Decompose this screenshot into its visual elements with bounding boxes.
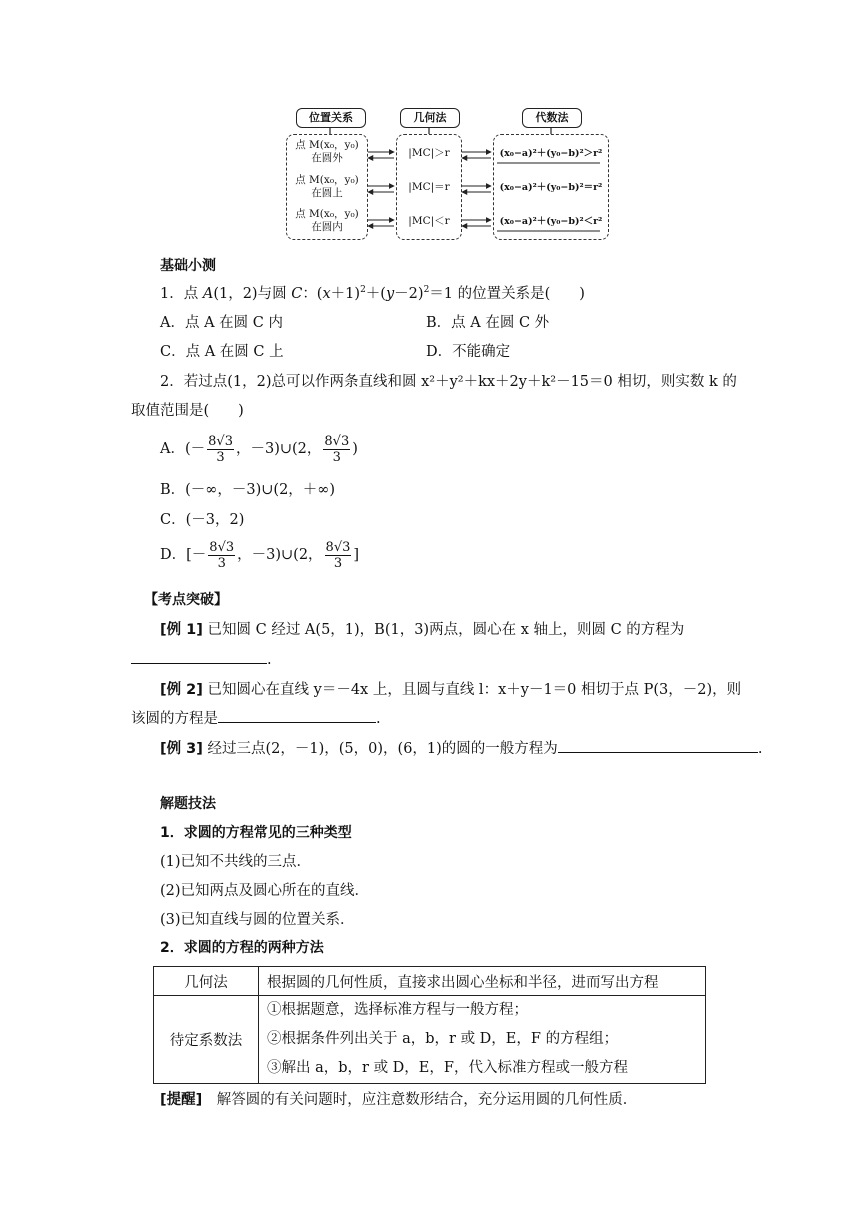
technique-item-1: (1)已知不共线的三点． bbox=[160, 854, 312, 870]
alg-row-2: (x₀−a)²＋(y₀−b)²＝r² bbox=[499, 182, 603, 193]
table-value-undetermined: ①根据题意，选择标准方程与一般方程； ②根据条件列出关于 a，b，r 或 D，E，F 的方程组； ③解出 a，b，r 或 D，E，F，代入标准方程或一般方程 bbox=[259, 996, 706, 1084]
example-1: [例 1] 已知圆 C 经过 A(5，1)，B(1，3)两点，圆心在 x 轴上，则圆 C 的方程为 bbox=[160, 622, 685, 638]
header-algebraic: 代数法 bbox=[522, 108, 582, 128]
technique-item-2: (2)已知两点及圆心所在的直线． bbox=[160, 883, 370, 899]
geo-row-1: |MC|＞r bbox=[408, 147, 450, 159]
example-2: [例 2] 已知圆心在直线 y＝－4x 上，且圆与直线 l：x＋y－1＝0 相切于点 P(3，－2)，则 bbox=[160, 682, 742, 698]
breakthrough-heading: 【考点突破】 bbox=[144, 592, 228, 608]
q1-option-d: D．不能确定 bbox=[426, 344, 511, 360]
diagram-arrows bbox=[0, 0, 860, 260]
fraction: $\frac{8√3}{3}$ bbox=[209, 539, 235, 571]
q1-stem: 1．点 A(1，2)与圆 C：$(x+1)^2+(y-2)^2=1$ 的位置关系是( ) bbox=[160, 285, 585, 302]
technique-heading-1: 1．求圆的方程常见的三种类型 bbox=[160, 825, 352, 841]
table-key-undetermined: 待定系数法 bbox=[154, 996, 259, 1084]
alg-row-3: (x₀−a)²＋(y₀−b)²＜r² bbox=[499, 216, 603, 227]
q1-option-c: C．点 A 在圆 C 上 bbox=[160, 344, 284, 360]
example-3: [例 3] 经过三点(2，－1)，(5，0)，(6，1)的圆的一般方程为 . bbox=[160, 738, 762, 759]
geo-row-3: |MC|＜r bbox=[408, 215, 450, 227]
q2-option-b: B．(－∞，－3)∪(2，＋∞) bbox=[160, 482, 336, 498]
geo-row-2: |MC|＝r bbox=[408, 181, 450, 193]
q2-stem-line1: 2．若过点(1，2)总可以作两条直线和圆 x²＋y²＋kx＋2y＋k²－15＝0 相切，则实数 k 的 bbox=[160, 374, 737, 390]
fraction: $\frac{8√3}{3}$ bbox=[208, 433, 233, 465]
header-position: 位置关系 bbox=[296, 108, 366, 128]
position-row-1: 点 M(x₀，y₀) 在圆外 bbox=[295, 139, 359, 164]
q1-option-a: A．点 A 在圆 C 内 bbox=[160, 315, 283, 331]
techniques-heading: 解题技法 bbox=[160, 796, 216, 812]
q2-option-a: A．(－ $\frac{8√3}{3}$ ，－3)∪(2， $\frac{8√3}{3}$ ) bbox=[160, 433, 358, 465]
position-row-2: 点 M(x₀，y₀) 在圆上 bbox=[295, 174, 359, 199]
fraction: $\frac{8√3}{3}$ bbox=[324, 433, 350, 465]
technique-heading-2: 2．求圆的方程的两种方法 bbox=[160, 940, 324, 956]
example-1-answer-line: . bbox=[131, 649, 272, 670]
table-key-geometric: 几何法 bbox=[154, 967, 259, 996]
alg-row-1: (x₀−a)²＋(y₀−b)²＞r² bbox=[499, 148, 603, 159]
basic-test-heading: 基础小测 bbox=[160, 258, 216, 274]
example-2-answer-line: 该圆的方程是 . bbox=[131, 708, 381, 729]
q2-option-c: C．(－3，2) bbox=[160, 512, 245, 528]
q2-stem-line2: 取值范围是( ) bbox=[131, 403, 244, 419]
technique-item-3: (3)已知直线与圆的位置关系． bbox=[160, 912, 355, 928]
methods-table bbox=[153, 966, 706, 1084]
q2-option-d: D．[－ $\frac{8√3}{3}$ ，－3)∪(2， $\frac{8√3}{3}$ ] bbox=[160, 539, 360, 571]
tip: [提醒] 解答圆的有关问题时，应注意数形结合，充分运用圆的几何性质． bbox=[160, 1092, 638, 1108]
header-geometric: 几何法 bbox=[400, 108, 460, 128]
fraction: $\frac{8√3}{3}$ bbox=[325, 539, 351, 571]
table-value-geometric: 根据圆的几何性质，直接求出圆心坐标和半径，进而写出方程 bbox=[259, 967, 706, 996]
position-row-3: 点 M(x₀，y₀) 在圆内 bbox=[295, 208, 359, 233]
q1-option-b: B．点 A 在圆 C 外 bbox=[426, 315, 550, 331]
